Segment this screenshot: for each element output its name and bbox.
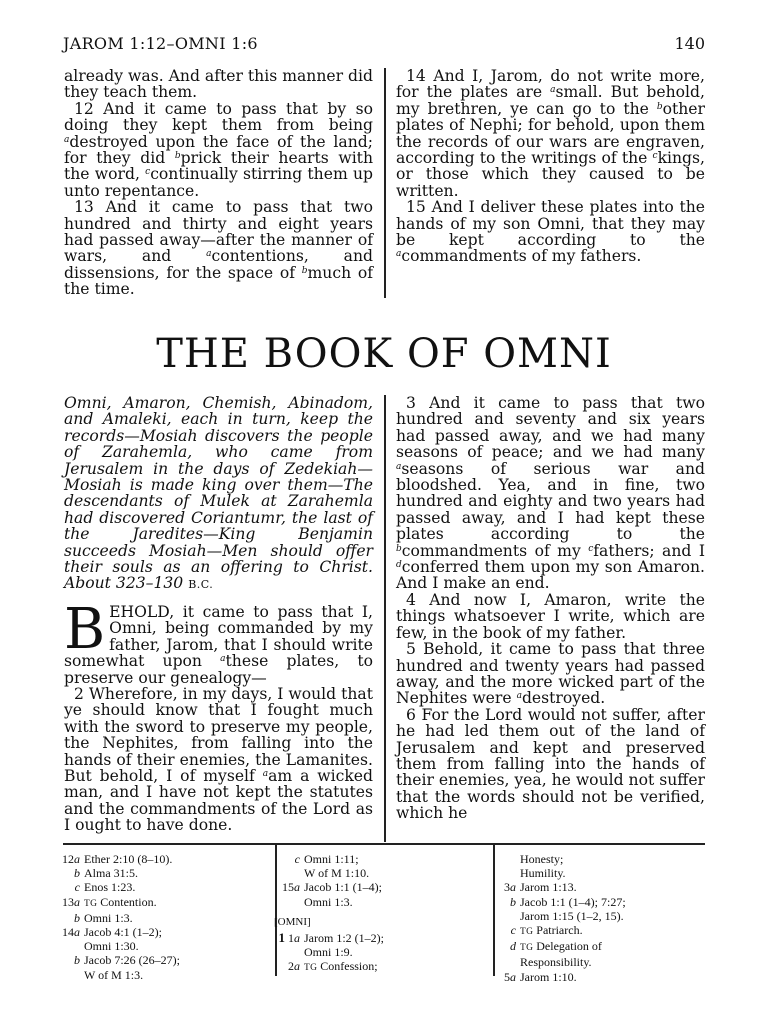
footnote-text: Enos 1:23. [84, 880, 136, 895]
footnote-column-1 [44, 852, 274, 982]
footnote-ref [44, 911, 84, 925]
footnote-entry [44, 852, 274, 866]
footnote-letter: b [74, 953, 80, 968]
footnote-text: TG Contention. [84, 894, 157, 909]
footnote-continuation: Honesty; [520, 852, 564, 866]
jarom-left-column [64, 68, 373, 298]
footnote-continuation: Omni 1:3. [304, 894, 353, 909]
column-divider [384, 68, 386, 298]
footnote-letter: a [294, 880, 300, 895]
footnote-text: Jacob 7:26 (26–27); [84, 953, 180, 968]
footnote-letter: c [294, 852, 300, 866]
footnote-continuation: W of M 1:10. [304, 866, 370, 881]
footnote-ref [480, 880, 520, 894]
topical-guide-abbrev: TG [84, 898, 98, 909]
footnote-ref [44, 866, 84, 880]
footnote-ref [44, 953, 84, 967]
verse-15: 15 And I deliver these plates into the hands of my son Omni, that they may be kept according to the $^a$commandments of my fathers. [396, 198, 705, 266]
verse-11-end: already was. And after this manner did they teach them. [64, 67, 373, 102]
footnote-ref [480, 895, 520, 909]
book-title: THE BOOK OF OMNI [156, 331, 612, 377]
footnote-letter: a [510, 880, 516, 895]
verse-13: 13 And it came to pass that two hundred and thirty and eight years had passed away—after the manner of wars, and $^a$contentions, and dissensions, for the space of $^b$much of the time. [64, 198, 373, 299]
footnote-text: Jarom 1:2 (1–2); [304, 931, 384, 946]
footnote-continuation: Omni 1:9. [304, 945, 353, 960]
omni-right-column [396, 395, 705, 822]
footnote-text: Alma 31:5. [84, 866, 138, 881]
drop-cap: B [64, 596, 106, 662]
footnote-verse-number: 13 [62, 894, 74, 909]
footnote-entry [44, 925, 274, 939]
footnote-text: Jacob 4:1 (1–2); [84, 925, 162, 940]
footnote-letter: a [74, 925, 80, 940]
footnote-ref [480, 970, 520, 984]
footnote-entry [480, 895, 710, 909]
footnote-letter: a [74, 852, 80, 866]
footnote-text: Jarom 1:13. [520, 880, 577, 895]
footnote-entry [44, 953, 274, 967]
footnote-ref [480, 923, 520, 939]
footnote-letter: a [510, 969, 516, 984]
chapter-number: 1 [278, 930, 285, 946]
footnote-ref [264, 959, 304, 975]
footnote-entry [44, 866, 274, 880]
footnote-verse-number: 2 [288, 959, 294, 974]
footnote-column-2 [264, 852, 492, 976]
footnote-verse-number: 15 [282, 880, 294, 895]
verse-12: 12 And it came to pass that by so doing they kept them from being $^a$destroyed upon the face of the land; for they did $^b$prick their hearts with the word, $^c$continually stirring them up unto repentance. [64, 99, 373, 200]
footnote-verse-number: 3 [504, 880, 510, 895]
footnote-continuation: Responsibility. [520, 955, 592, 970]
footnote-letter: b [510, 894, 516, 909]
verse-5: 5 Behold, it came to pass that three hundred and twenty years had passed away, and the more wicked part of the Nephites were $^a$destroyed. [396, 640, 705, 708]
footnote-text: Omni 1:11; [304, 852, 359, 866]
footnote-letter: c [510, 923, 516, 938]
footnote-verse-number: 1 [288, 931, 294, 946]
topical-guide-abbrev: TG [520, 943, 534, 954]
footnote-continuation: Jarom 1:15 (1–2, 15). [520, 908, 624, 923]
topical-guide-abbrev: TG [304, 963, 318, 974]
footnote-text: Jarom 1:10. [520, 969, 577, 984]
footnote-verse-number: 12 [62, 852, 74, 866]
omni-left-column [64, 395, 373, 834]
verse-4: 4 And now I, Amaron, write the things whatsoever I write, which are few, in the book of my father. [396, 590, 705, 642]
footnote-letter: a [294, 931, 300, 946]
verse-2: 2 Wherefore, in my days, I would that ye should know that I fought much with the sword to preserve my people, the Nephites, from falling into the hands of their enemies, the Lamanites. But behold, I of myself $^a$am a wicked man, and I have not kept the statutes and the commandments of the Lord as I ought to have done. [64, 684, 373, 835]
footnote-section-label: [OMNI] [274, 915, 311, 928]
verse-6: 6 For the Lord would not suffer, after he had led them out of the land of Jerusalem and kept and preserved them from falling into the hands of their enemies, yea, he would not suffer that the words should not be verified, which he [396, 705, 705, 823]
footnote-entry [480, 970, 710, 984]
footnote-entry [480, 939, 710, 955]
footnote-text: TG Delegation of [520, 939, 602, 954]
footnote-entry [264, 931, 492, 945]
verse-1: BEHOLD, it came to pass that I, Omni, being commanded by my father, Jarom, that I should write somewhat upon $^a$these plates, to preserve our genealogy— [64, 596, 374, 687]
footnote-entry [480, 923, 710, 939]
chapter-summary: Omni, Amaron, Chemish, Abinadom, and Amaleki, each in turn, keep the records—Mosiah discovers the people of Zarahemla, who came from Jerusalem in the days of Zedekiah—Mosiah is made king over them—The descendants of Mulek at Zarahemla had discovered Coriantumr, the last of the Jaredites—King Benjamin succeeds Mosiah—Men should offer their souls as an offering to Christ. About 323–130 B.C. [64, 394, 373, 593]
footnote-ref [44, 880, 84, 894]
footnote-ref [44, 852, 84, 866]
footnote-entry [44, 911, 274, 925]
footnote-letter: b [74, 866, 80, 881]
column-divider [384, 395, 386, 842]
footnote-entry [480, 880, 710, 894]
footnote-letter: c [74, 880, 80, 895]
footnote-text: TG Patriarch. [520, 923, 583, 938]
footnote-text: Jacob 1:1 (1–4); [304, 880, 382, 895]
footnote-rule [63, 843, 705, 845]
footnote-verse-number: 5 [504, 969, 510, 984]
footnote-entry [44, 895, 274, 911]
verse-3: 3 And it came to pass that two hundred and seventy and six years had passed away, and we had many seasons of peace; and we had many $^a$seasons of serious war and bloodshed. Yea, and in fine, two hundred and eighty and two years had passed away, and I had kept these plates according to the $^b$commandments of my $^c$fathers; and I $^d$conferred them upon my son Amaron. And I make an end. [396, 394, 705, 593]
footnote-continuation: Humility. [520, 866, 566, 881]
footnote-column-3 [480, 852, 710, 984]
footnote-letter: a [294, 959, 300, 974]
footnote-ref [44, 895, 84, 911]
topical-guide-abbrev: TG [520, 927, 534, 938]
footnote-text: Ether 2:10 (8–10). [84, 852, 173, 866]
footnote-text: Jacob 1:1 (1–4); 7:27; [520, 894, 626, 909]
footnote-entry [264, 852, 492, 866]
footnote-letter: b [74, 910, 80, 925]
footnote-ref [264, 852, 304, 866]
running-header: JAROM 1:12–OMNI 1:6 [63, 34, 258, 53]
footnote-text: Omni 1:3. [84, 910, 133, 925]
footnote-entry [264, 880, 492, 894]
page-number: 140 [674, 34, 705, 53]
footnote-continuation: W of M 1:3. [84, 967, 144, 982]
footnote-verse-number: 14 [62, 925, 74, 940]
jarom-right-column [396, 68, 705, 265]
footnote-letter: d [510, 939, 516, 954]
footnote-entry [44, 880, 274, 894]
footnote-ref [264, 931, 304, 945]
verse-14: 14 And I, Jarom, do not write more, for the plates are $^a$small. But behold, my brethren, ye can go to the $^b$other plates of Nephi; for behold, upon them the records of our wars are engraven, according to the writings of the $^c$kings, or those which they caused to be written. [396, 67, 705, 200]
footnote-letter: a [74, 894, 80, 909]
footnote-ref [264, 880, 304, 894]
footnote-text: TG Confession; [304, 959, 378, 974]
footnote-continuation: Omni 1:30. [84, 939, 139, 954]
footnote-ref [44, 925, 84, 939]
footnote-ref [480, 939, 520, 955]
footnote-entry [264, 959, 492, 975]
